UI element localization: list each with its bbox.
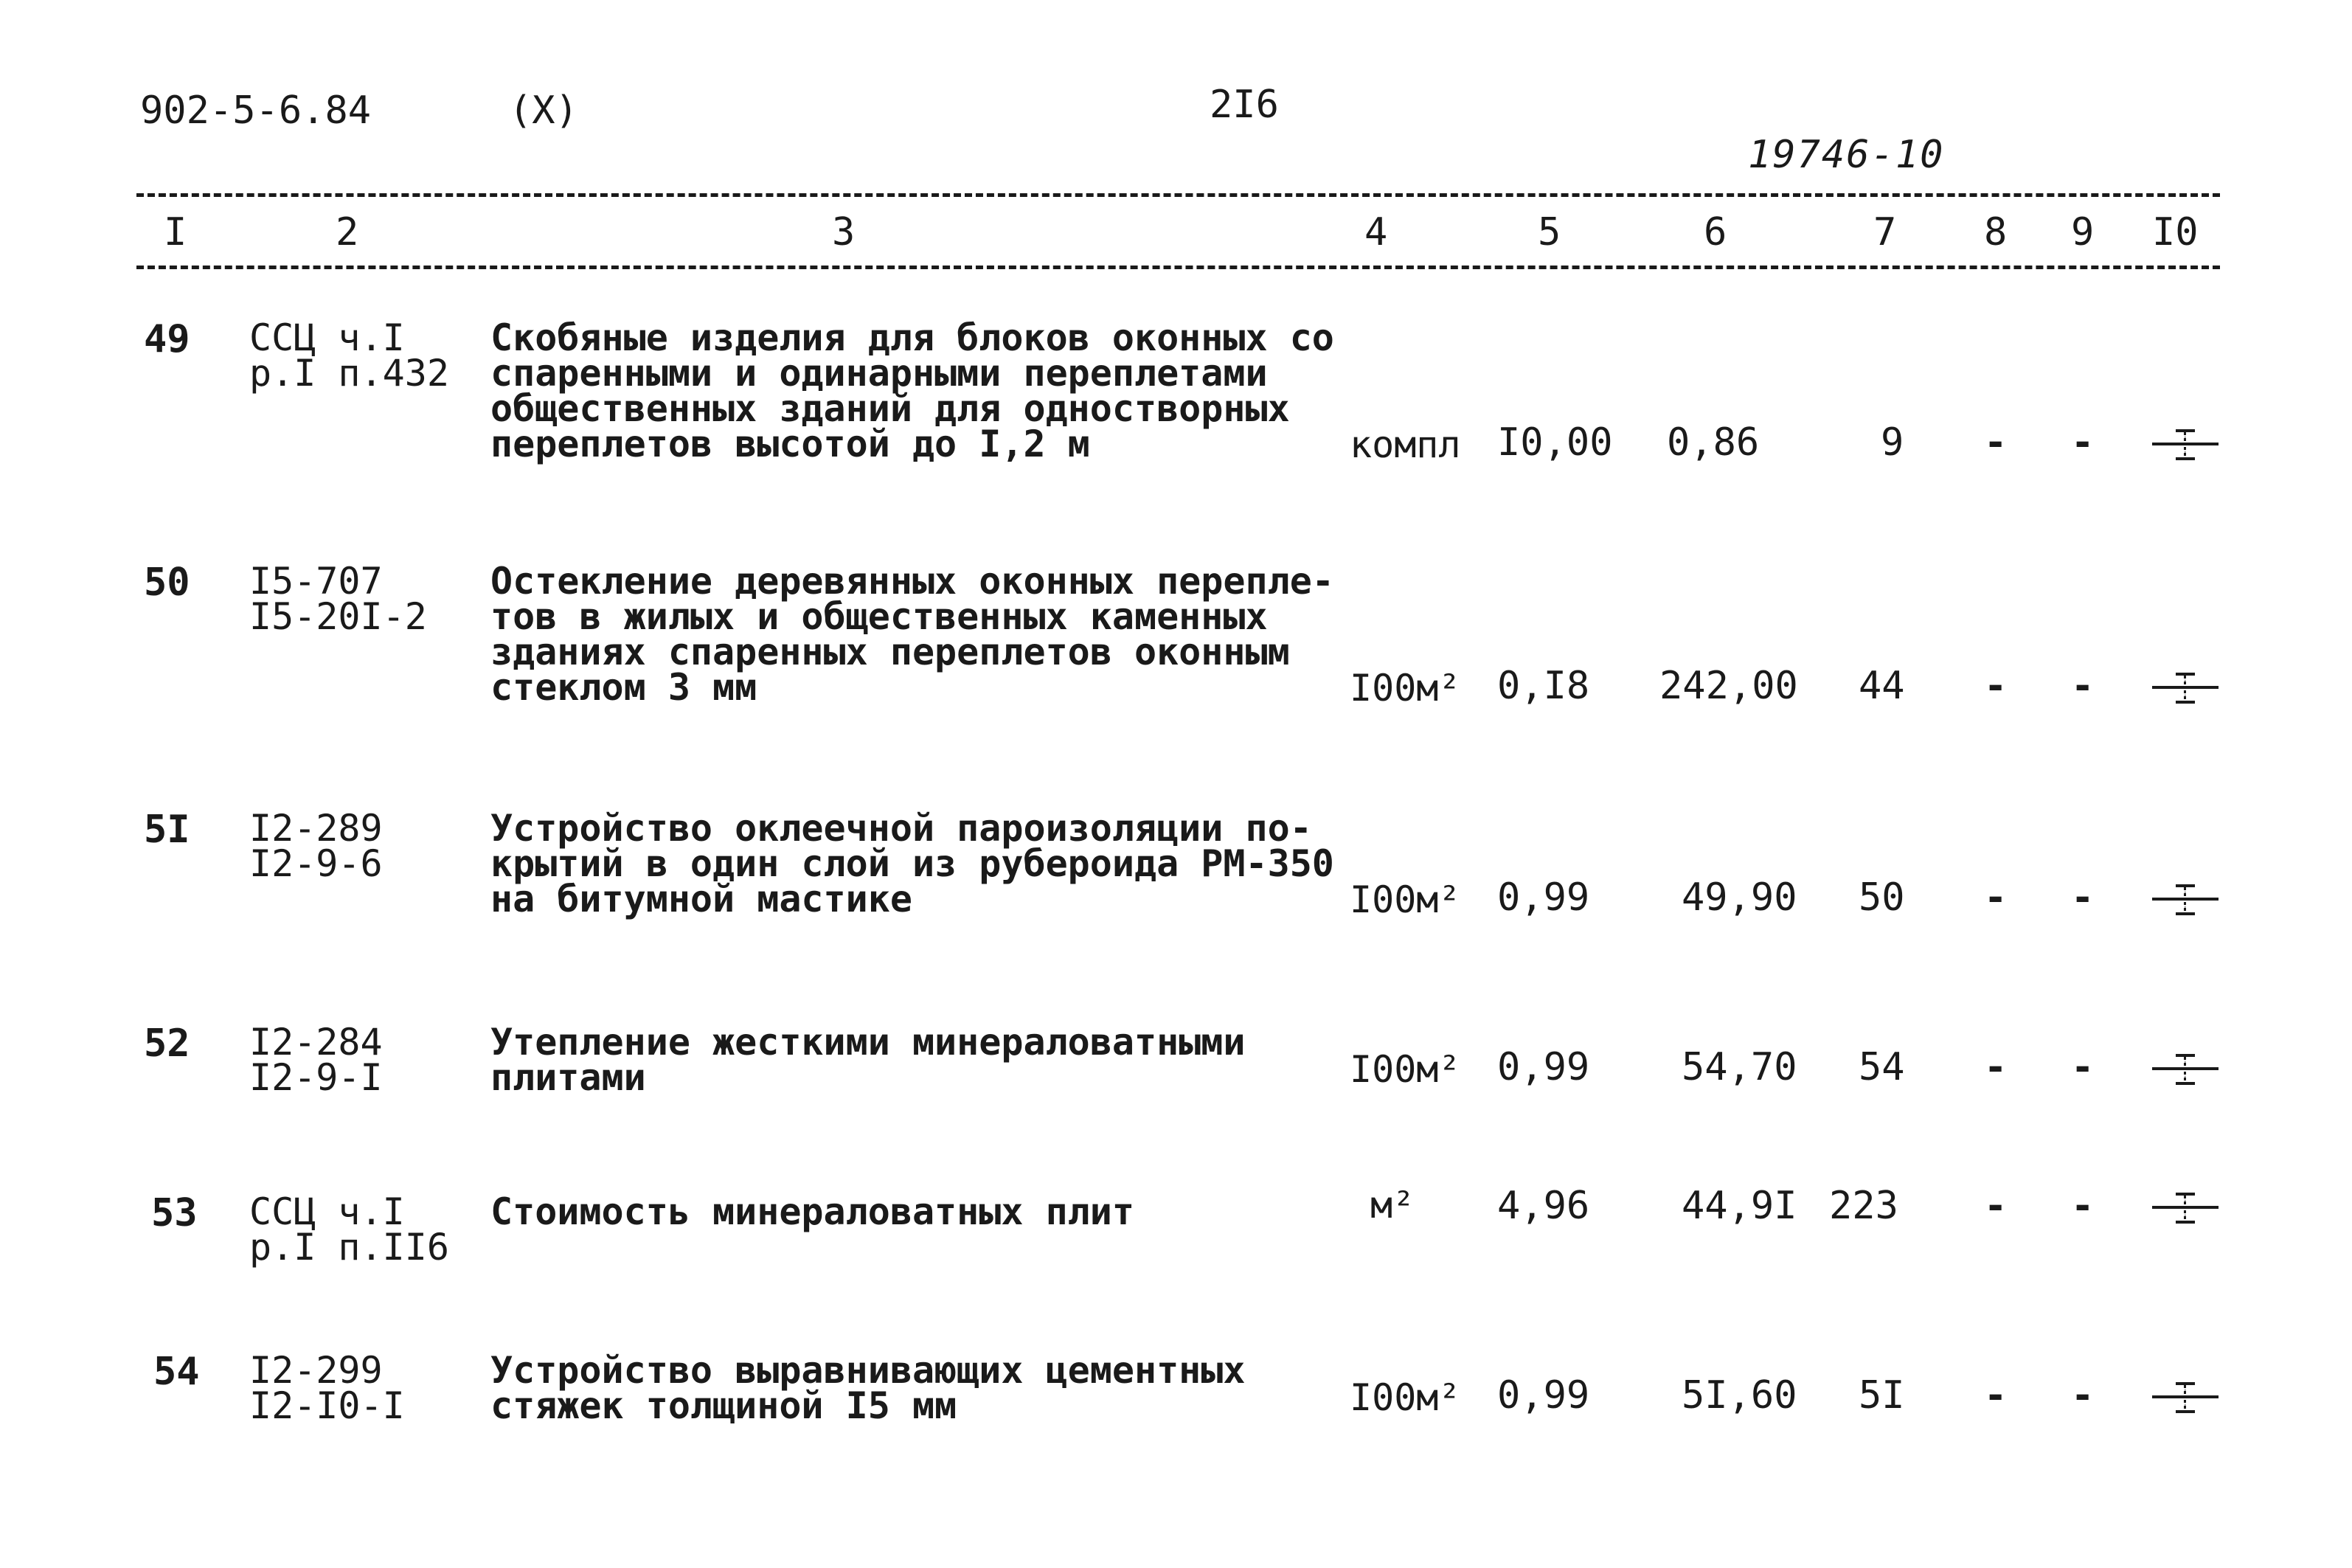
col-header-3: 3 (832, 210, 856, 254)
col-header-4: 4 (1364, 210, 1388, 254)
quantity: 0,99 (1497, 875, 1590, 920)
work-description: Утепление жесткими минераловатными плитами (490, 1021, 1246, 1099)
ditto-mark (2152, 1050, 2219, 1101)
col-header-5: 5 (1538, 210, 1561, 254)
total-cost: 9 (1881, 420, 1904, 465)
work-description: Остекление деревянных оконных перепле- тов в жилых и общественных каменных зданиях спаренных переплетов оконным стеклом 3 мм (490, 560, 1334, 709)
norm-code: I2-299 I2-I0-I (249, 1349, 405, 1427)
row-number: 49 (144, 317, 190, 361)
col9-value: - (2071, 420, 2095, 465)
unit-price: 44,9I (1682, 1184, 1797, 1228)
row-number: 52 (144, 1021, 190, 1066)
total-cost: 50 (1859, 875, 1905, 920)
col-header-6: 6 (1704, 210, 1727, 254)
row-number: 50 (144, 561, 190, 605)
col9-value: - (2071, 664, 2095, 708)
norm-code: ССЦ ч.I р.I п.432 (249, 316, 449, 395)
col9-value: - (2071, 1373, 2095, 1418)
ditto-mark (2152, 668, 2219, 720)
col8-value: - (1984, 664, 2008, 708)
unit-price: 0,86 (1667, 420, 1760, 465)
col-header-1: I (164, 210, 187, 254)
stamp-number: 19746-10 (1748, 133, 1945, 177)
unit-price: 242,00 (1659, 664, 1798, 708)
work-description: Устройство оклеечной пароизоляции по- крытий в один слой из рубероида РМ-350 на битумной мастике (490, 807, 1334, 920)
unit-price: 5I,60 (1682, 1373, 1797, 1418)
total-cost: 223 (1829, 1184, 1898, 1228)
col8-value: - (1984, 875, 2008, 920)
col8-value: - (1984, 1045, 2008, 1089)
col8-value: - (1984, 1184, 2008, 1228)
quantity: 0,99 (1497, 1373, 1590, 1418)
total-cost: 5I (1859, 1373, 1905, 1418)
work-description: Скобяные изделия для блоков оконных со спаренными и одинарными переплетами общественных зданий для одностворных переплетов высотой до I,2 м (490, 316, 1334, 465)
norm-code: I5-707 I5-20I-2 (249, 560, 427, 638)
row-number: 5I (144, 808, 190, 852)
col-header-9: 9 (2071, 210, 2095, 254)
quantity: 0,I8 (1497, 664, 1590, 708)
col9-value: - (2071, 875, 2095, 920)
row-number: 53 (151, 1191, 198, 1235)
norm-code: ССЦ ч.I р.I п.II6 (249, 1190, 449, 1269)
ditto-mark (2152, 1378, 2219, 1429)
header-top-rule (136, 193, 2220, 197)
unit: I00м² (1350, 667, 1461, 710)
total-cost: 54 (1859, 1045, 1905, 1089)
col-header-7: 7 (1873, 210, 1897, 254)
col-header-8: 8 (1984, 210, 2008, 254)
quantity: 0,99 (1497, 1045, 1590, 1089)
work-description: Устройство выравнивающих цементных стяжек толщиной I5 мм (490, 1349, 1246, 1427)
col-header-2: 2 (336, 210, 359, 254)
quantity: I0,00 (1497, 420, 1613, 465)
ditto-mark (2152, 880, 2219, 932)
col9-value: - (2071, 1045, 2095, 1089)
quantity: 4,96 (1497, 1184, 1590, 1228)
norm-code: I2-284 I2-9-I (249, 1021, 383, 1099)
col-header-10: I0 (2152, 210, 2199, 254)
unit: I00м² (1350, 1048, 1461, 1091)
unit-price: 54,70 (1682, 1045, 1797, 1089)
unit: м² (1370, 1184, 1415, 1227)
col8-value: - (1984, 420, 2008, 465)
header-bottom-rule (136, 266, 2220, 269)
ditto-mark (2152, 425, 2219, 476)
section-marker: (X) (509, 89, 578, 133)
unit: компл (1350, 423, 1461, 466)
col8-value: - (1984, 1373, 2008, 1418)
row-number: 54 (153, 1350, 200, 1394)
document-code: 902-5-6.84 (140, 89, 372, 133)
norm-code: I2-289 I2-9-6 (249, 807, 383, 885)
page-number: 2I6 (1210, 83, 1279, 127)
ditto-mark (2152, 1188, 2219, 1240)
unit: I00м² (1350, 878, 1461, 921)
unit: I00м² (1350, 1376, 1461, 1419)
work-description: Стоимость минераловатных плит (490, 1190, 1134, 1233)
col9-value: - (2071, 1184, 2095, 1228)
unit-price: 49,90 (1682, 875, 1797, 920)
total-cost: 44 (1859, 664, 1905, 708)
